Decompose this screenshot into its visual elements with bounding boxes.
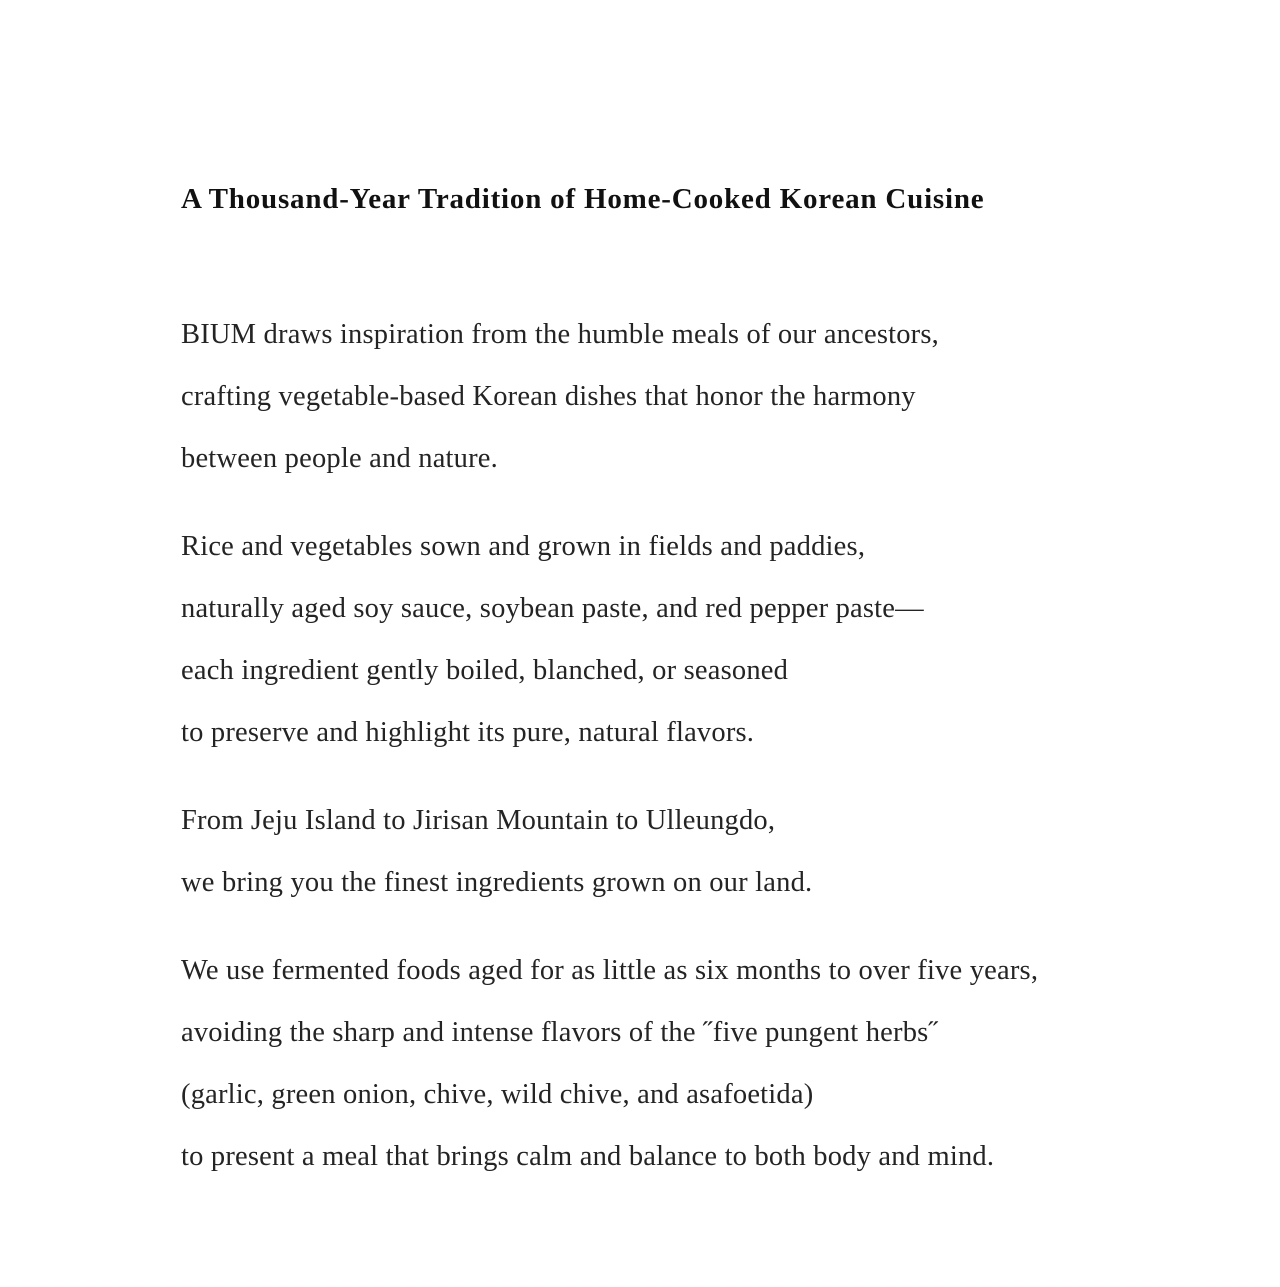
- text-line: crafting vegetable-based Korean dishes that honor the harmony: [181, 381, 916, 412]
- text-line: between people and nature.: [181, 443, 498, 474]
- paragraph-intro: [181, 304, 1200, 490]
- paragraph-regions: [181, 790, 1200, 914]
- text-line: (garlic, green onion, chive, wild chive, and asafoetida): [181, 1079, 814, 1110]
- paragraph-ingredients: [181, 516, 1200, 764]
- text-line: we bring you the finest ingredients grown on our land.: [181, 867, 813, 898]
- text-line: naturally aged soy sauce, soybean paste, and red pepper paste—: [181, 593, 924, 624]
- page-title: A Thousand-Year Tradition of Home-Cooked Korean Cuisine: [181, 183, 985, 215]
- text-line: BIUM draws inspiration from the humble meals of our ancestors,: [181, 319, 939, 350]
- text-line: Rice and vegetables sown and grown in fields and paddies,: [181, 531, 866, 562]
- text-line: to present a meal that brings calm and balance to both body and mind.: [181, 1141, 995, 1172]
- paragraph-fermentation: [181, 940, 1200, 1188]
- text-line: each ingredient gently boiled, blanched, or seasoned: [181, 655, 789, 686]
- text-line: We use fermented foods aged for as little as six months to over five years,: [181, 955, 1039, 986]
- text-line: From Jeju Island to Jirisan Mountain to Ulleungdo,: [181, 805, 776, 836]
- text-line: avoiding the sharp and intense flavors of the ˝five pungent herbs˝: [181, 1017, 939, 1048]
- text-line: to preserve and highlight its pure, natural flavors.: [181, 717, 755, 748]
